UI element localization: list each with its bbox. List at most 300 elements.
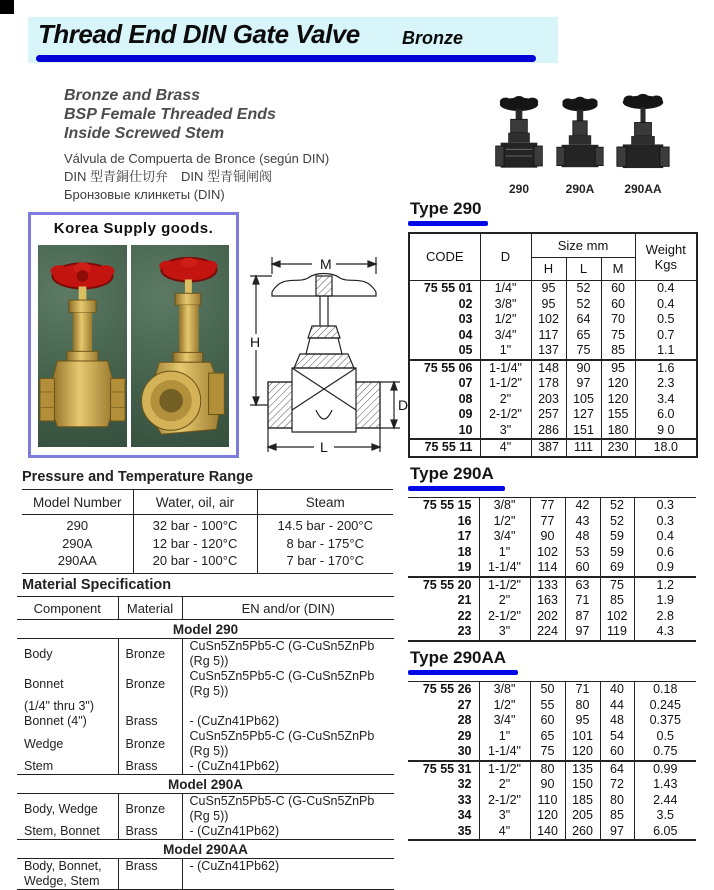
size-cell: 2" [479,777,530,793]
l-cell: 97 [565,624,600,641]
valve-photo-angled [131,245,229,447]
component-cell: (1/4" thru 3") [24,699,95,713]
col-header-m: M [601,258,635,281]
h-cell: 117 [531,328,566,344]
table-row [409,281,697,297]
weight-cell: 1.2 [634,577,696,594]
size-cell: 1" [479,729,530,745]
m-cell: 52 [600,498,634,514]
code-cell: 07 [409,376,480,392]
h-cell: 137 [531,343,566,360]
m-cell: 120 [601,392,635,408]
size-cell: 1-1/2" [479,577,530,594]
m-cell: 85 [600,593,634,609]
weight-cell: 6.0 [635,407,697,423]
material-cell: Brass [118,859,182,875]
weight-cell: 0.4 [635,297,697,313]
l-cell: 97 [566,376,601,392]
l-cell: 260 [565,824,600,841]
l-cell: 127 [566,407,601,423]
weight-cell: 3.4 [635,392,697,408]
code-cell: 32 [408,777,479,793]
table-row [17,759,394,775]
size-cell: 3/4" [479,529,530,545]
table-row [409,423,697,440]
table-row [408,682,696,698]
h-cell: 148 [531,360,566,377]
h-cell: 102 [531,312,566,328]
table-row [409,376,697,392]
section-heading-material: Material Specification [22,577,172,593]
description-line: Válvula de Compuerta de Bronce (según DIN) [64,151,330,166]
size-cell: 2" [479,593,530,609]
page-title: Thread End DIN Gate Valve [38,19,360,49]
l-cell: 87 [565,609,600,625]
dimension-diagram [242,250,408,462]
code-cell: 29 [408,729,479,745]
pressure-value: 14.5 bar - 200°C [277,518,374,533]
standard-cell: - (CuZn41Pb62) [182,859,394,875]
thumbnail-label: 290A [565,182,595,196]
l-cell: 42 [565,498,600,514]
m-cell: 102 [600,609,634,625]
table-row [408,609,696,625]
table-row [409,392,697,408]
h-cell: 77 [530,514,565,530]
l-cell: 90 [566,360,601,377]
valve-drawing-icon [556,92,604,180]
table-row [408,744,696,761]
pressure-value: 290A [62,535,93,551]
weight-cell: 9 0 [635,423,697,440]
description-line: BSP Female Threaded Ends [64,106,276,123]
weight-cell: 2.8 [634,609,696,625]
description-block [64,86,329,204]
h-cell: 50 [530,682,565,698]
m-cell: 52 [600,514,634,530]
pressure-value: 32 bar - 100°C [152,518,238,533]
standard-cell: CuSn5Zn5Pb5-C (G-CuSn5ZnPb (Rg 5)) [182,794,394,825]
h-cell: 95 [531,281,566,297]
m-cell: 59 [600,529,634,545]
material-cell: Bronze [118,729,182,759]
m-cell: 119 [600,624,634,641]
l-cell: 75 [566,343,601,360]
code-cell: 08 [409,392,480,408]
m-cell: 59 [600,545,634,561]
table-row [408,498,696,514]
l-cell: 64 [566,312,601,328]
table-row [17,699,394,714]
table-header-row [17,597,394,620]
code-cell: 19 [408,560,479,577]
l-cell: 120 [565,744,600,761]
code-cell: 75 55 06 [409,360,480,377]
table-row [408,808,696,824]
m-cell: 72 [600,777,634,793]
brass-valve-front [38,245,127,447]
weight-cell: 0.4 [635,281,697,297]
material-cell: Brass [118,759,182,775]
size-table-290a [408,497,696,642]
l-cell: 105 [566,392,601,408]
col-header-size: Size mm [531,233,635,258]
model-band: Model 290A [17,775,394,794]
table-row [409,328,697,344]
h-cell: 60 [530,713,565,729]
component-cell: Body [24,646,53,661]
weight-cell: 0.99 [634,761,696,778]
col-header-weight: Weight Kgs [635,233,697,281]
component-cell: Body, Bonnet, [24,859,102,873]
m-cell: 97 [600,824,634,841]
col-header: Steam [257,490,393,515]
size-cell: 1-1/2" [480,376,531,392]
table-row [408,713,696,729]
pressure-temperature-table [22,489,393,574]
size-cell: 1" [479,545,530,561]
weight-cell: 0.6 [634,545,696,561]
pressure-value: 290AA [57,553,97,568]
size-table-header [409,233,697,281]
m-cell: 85 [600,808,634,824]
h-cell: 55 [530,698,565,714]
dim-label-m: M [320,256,332,272]
table-row [17,639,394,670]
title-band [28,17,558,63]
material-cell: Brass [118,824,182,840]
h-cell: 90 [530,529,565,545]
table-row [409,343,697,360]
material-specification-table [17,596,394,890]
component-cell: Bonnet [24,676,64,691]
table-row [17,714,394,729]
size-cell: 2" [480,392,531,408]
m-cell: 60 [601,297,635,313]
l-cell: 60 [565,560,600,577]
valve-photo-front [38,245,127,447]
size-cell: 3/8" [479,682,530,698]
model-band: Model 290 [17,620,394,639]
standard-cell: CuSn5Zn5Pb5-C (G-CuSn5ZnPb (Rg 5)) [182,729,394,759]
code-cell: 27 [408,698,479,714]
code-cell: 75 55 15 [408,498,479,514]
table-row [409,360,697,377]
size-cell: 1/2" [479,514,530,530]
col-header-d: D [480,233,531,281]
code-cell: 05 [409,343,480,360]
l-cell: 53 [565,545,600,561]
m-cell: 60 [600,744,634,761]
standard-cell: - (CuZn41Pb62) [182,759,394,775]
pressure-value: 7 bar - 170°C [286,553,364,568]
m-cell: 230 [601,439,635,457]
material-cell: Brass [118,714,182,729]
table-row [17,859,394,875]
code-cell: 33 [408,793,479,809]
l-cell: 80 [565,698,600,714]
pressure-value: 20 bar - 100°C [152,553,238,568]
l-cell: 185 [565,793,600,809]
l-cell: 95 [565,713,600,729]
code-cell: 75 55 11 [409,439,480,457]
page-subtitle: Bronze [402,28,464,48]
m-cell: 48 [600,713,634,729]
code-cell: 23 [408,624,479,641]
dim-label-h: H [250,334,261,350]
h-cell: 65 [530,729,565,745]
description-line: Inside Screwed Stem [64,125,225,142]
l-cell: 135 [565,761,600,778]
heading-underline [408,670,518,675]
size-cell: 3" [479,624,530,641]
col-header: EN and/or (DIN) [182,597,394,620]
section-heading-type-290a: Type 290A [410,464,494,483]
standard-cell [182,874,394,890]
h-cell: 90 [530,777,565,793]
table-row [408,824,696,841]
standard-cell: CuSn5Zn5Pb5-C (G-CuSn5ZnPb (Rg 5)) [182,669,394,699]
table-row [17,824,394,840]
h-cell: 114 [530,560,565,577]
table-row [408,624,696,641]
m-cell: 69 [600,560,634,577]
table-row [408,529,696,545]
table-row [17,669,394,699]
weight-cell: 6.05 [634,824,696,841]
component-cell: Wedge [24,736,64,751]
l-cell: 52 [566,281,601,297]
heading-underline [408,486,505,491]
h-cell: 257 [531,407,566,423]
h-cell: 286 [531,423,566,440]
col-header: Water, oil, air [133,490,257,515]
thumbnail-label: 290AA [624,182,662,196]
l-cell: 151 [566,423,601,440]
brass-valve-angled [131,245,229,447]
h-cell: 80 [530,761,565,778]
l-cell: 63 [565,577,600,594]
size-cell: 1" [480,343,531,360]
component-cell: Bonnet (4") [24,714,87,728]
l-cell: 205 [565,808,600,824]
size-cell: 1-1/4" [479,560,530,577]
col-header-h: H [531,258,566,281]
l-cell: 65 [566,328,601,344]
model-band: Model 290AA [17,840,394,859]
m-cell: 95 [601,360,635,377]
weight-cell: 0.3 [634,498,696,514]
size-cell: 2-1/2" [479,793,530,809]
standard-cell [182,699,394,714]
component-cell: Stem, Bonnet [24,824,100,838]
size-cell: 1/2" [480,312,531,328]
weight-cell: 0.75 [634,744,696,761]
h-cell: 202 [530,609,565,625]
size-cell: 3/8" [480,297,531,313]
table-row [17,794,394,825]
l-cell: 111 [566,439,601,457]
table-row [408,514,696,530]
l-cell: 150 [565,777,600,793]
code-cell: 21 [408,593,479,609]
pressure-value: 12 bar - 120°C [152,535,238,551]
standard-cell: - (CuZn41Pb62) [182,714,394,729]
material-cell [118,699,182,714]
h-cell: 224 [530,624,565,641]
weight-cell: 4.3 [634,624,696,641]
weight-cell: 0.5 [635,312,697,328]
m-cell: 80 [600,793,634,809]
size-cell: 3" [479,808,530,824]
section-heading-pressure: Pressure and Temperature Range [22,469,254,485]
code-cell: 75 55 20 [408,577,479,594]
table-row [408,761,696,778]
material-cell: Bronze [118,639,182,670]
description-line: Бронзовые клинкеты (DIN) [64,187,225,202]
valve-thumbnail-290 [494,92,544,196]
h-cell: 77 [530,498,565,514]
col-header-l: L [566,258,601,281]
component-cell: Body, Wedge [24,801,98,816]
size-cell: 1/2" [479,698,530,714]
h-cell: 95 [531,297,566,313]
code-cell: 04 [409,328,480,344]
weight-cell: 0.9 [634,560,696,577]
code-cell: 03 [409,312,480,328]
h-cell: 178 [531,376,566,392]
size-cell: 3/4" [480,328,531,344]
table-row [17,729,394,759]
code-cell: 22 [408,609,479,625]
weight-cell: 1.6 [635,360,697,377]
material-cell: Bronze [118,669,182,699]
table-row [409,297,697,313]
l-cell: 48 [565,529,600,545]
m-cell: 155 [601,407,635,423]
code-cell: 34 [408,808,479,824]
size-table-290aa [408,681,696,841]
h-cell: 163 [530,593,565,609]
l-cell: 71 [565,682,600,698]
m-cell: 120 [601,376,635,392]
dim-label-l: L [320,439,328,455]
material-cell [118,874,182,890]
h-cell: 133 [530,577,565,594]
size-cell: 2-1/2" [480,407,531,423]
description-line: DIN 型青銅仕切弁 DIN 型青铜闸阀 [64,169,273,184]
code-cell: 02 [409,297,480,313]
code-cell: 17 [408,529,479,545]
component-cell: Wedge, Stem [17,874,118,890]
weight-cell: 1.9 [634,593,696,609]
material-cell: Bronze [118,794,182,825]
col-header: Component [17,597,118,620]
m-cell: 180 [601,423,635,440]
h-cell: 110 [530,793,565,809]
l-cell: 43 [565,514,600,530]
photo-box [28,212,239,458]
size-cell: 1-1/4" [479,744,530,761]
code-cell: 18 [408,545,479,561]
photo-caption: Korea Supply goods. [53,220,214,237]
table-row [408,577,696,594]
table-row [408,777,696,793]
size-cell: 2-1/2" [479,609,530,625]
col-header: Material [118,597,182,620]
table-row [408,793,696,809]
weight-cell: 18.0 [635,439,697,457]
size-cell: 3" [480,423,531,440]
col-header-code: CODE [409,233,480,281]
table-row [408,545,696,561]
thumbnail-label: 290 [508,182,530,196]
h-cell: 75 [530,744,565,761]
m-cell: 54 [600,729,634,745]
l-cell: 52 [566,297,601,313]
weight-cell: 0.4 [634,529,696,545]
table-row [408,593,696,609]
size-cell: 3/8" [479,498,530,514]
table-row [22,515,393,574]
table-row [409,312,697,328]
weight-cell: 1.1 [635,343,697,360]
corner-mark [0,0,14,14]
m-cell: 64 [600,761,634,778]
m-cell: 40 [600,682,634,698]
model-thumbnails [494,92,670,196]
valve-thumbnail-290a [556,92,604,196]
size-cell: 1-1/4" [480,360,531,377]
dim-label-d: D [398,397,409,413]
m-cell: 75 [600,577,634,594]
col-header: Model Number [22,490,133,515]
table-row [409,407,697,423]
size-cell: 1/4" [480,281,531,297]
weight-cell: 0.375 [634,713,696,729]
h-cell: 140 [530,824,565,841]
size-cell: 3/4" [479,713,530,729]
weight-cell: 2.44 [634,793,696,809]
h-cell: 120 [530,808,565,824]
valve-drawing-icon [494,92,544,180]
size-cell: 4" [480,439,531,457]
code-cell: 09 [409,407,480,423]
section-heading-type-290: Type 290 [410,199,482,218]
component-cell: Stem [24,759,54,773]
m-cell: 75 [601,328,635,344]
m-cell: 70 [601,312,635,328]
table-row [17,874,394,890]
size-table-290 [408,232,698,458]
code-cell: 16 [408,514,479,530]
weight-cell: 0.3 [634,514,696,530]
code-cell: 28 [408,713,479,729]
description-line: Bronze and Brass [64,87,201,104]
weight-cell: 0.7 [635,328,697,344]
h-cell: 203 [531,392,566,408]
title-underline [36,55,536,62]
code-cell: 75 55 31 [408,761,479,778]
weight-cell: 0.5 [634,729,696,745]
m-cell: 44 [600,698,634,714]
code-cell: 10 [409,423,480,440]
table-row [408,698,696,714]
section-heading-type-290aa: Type 290AA [410,648,507,667]
code-cell: 30 [408,744,479,761]
weight-cell: 0.245 [634,698,696,714]
code-cell: 75 55 26 [408,682,479,698]
